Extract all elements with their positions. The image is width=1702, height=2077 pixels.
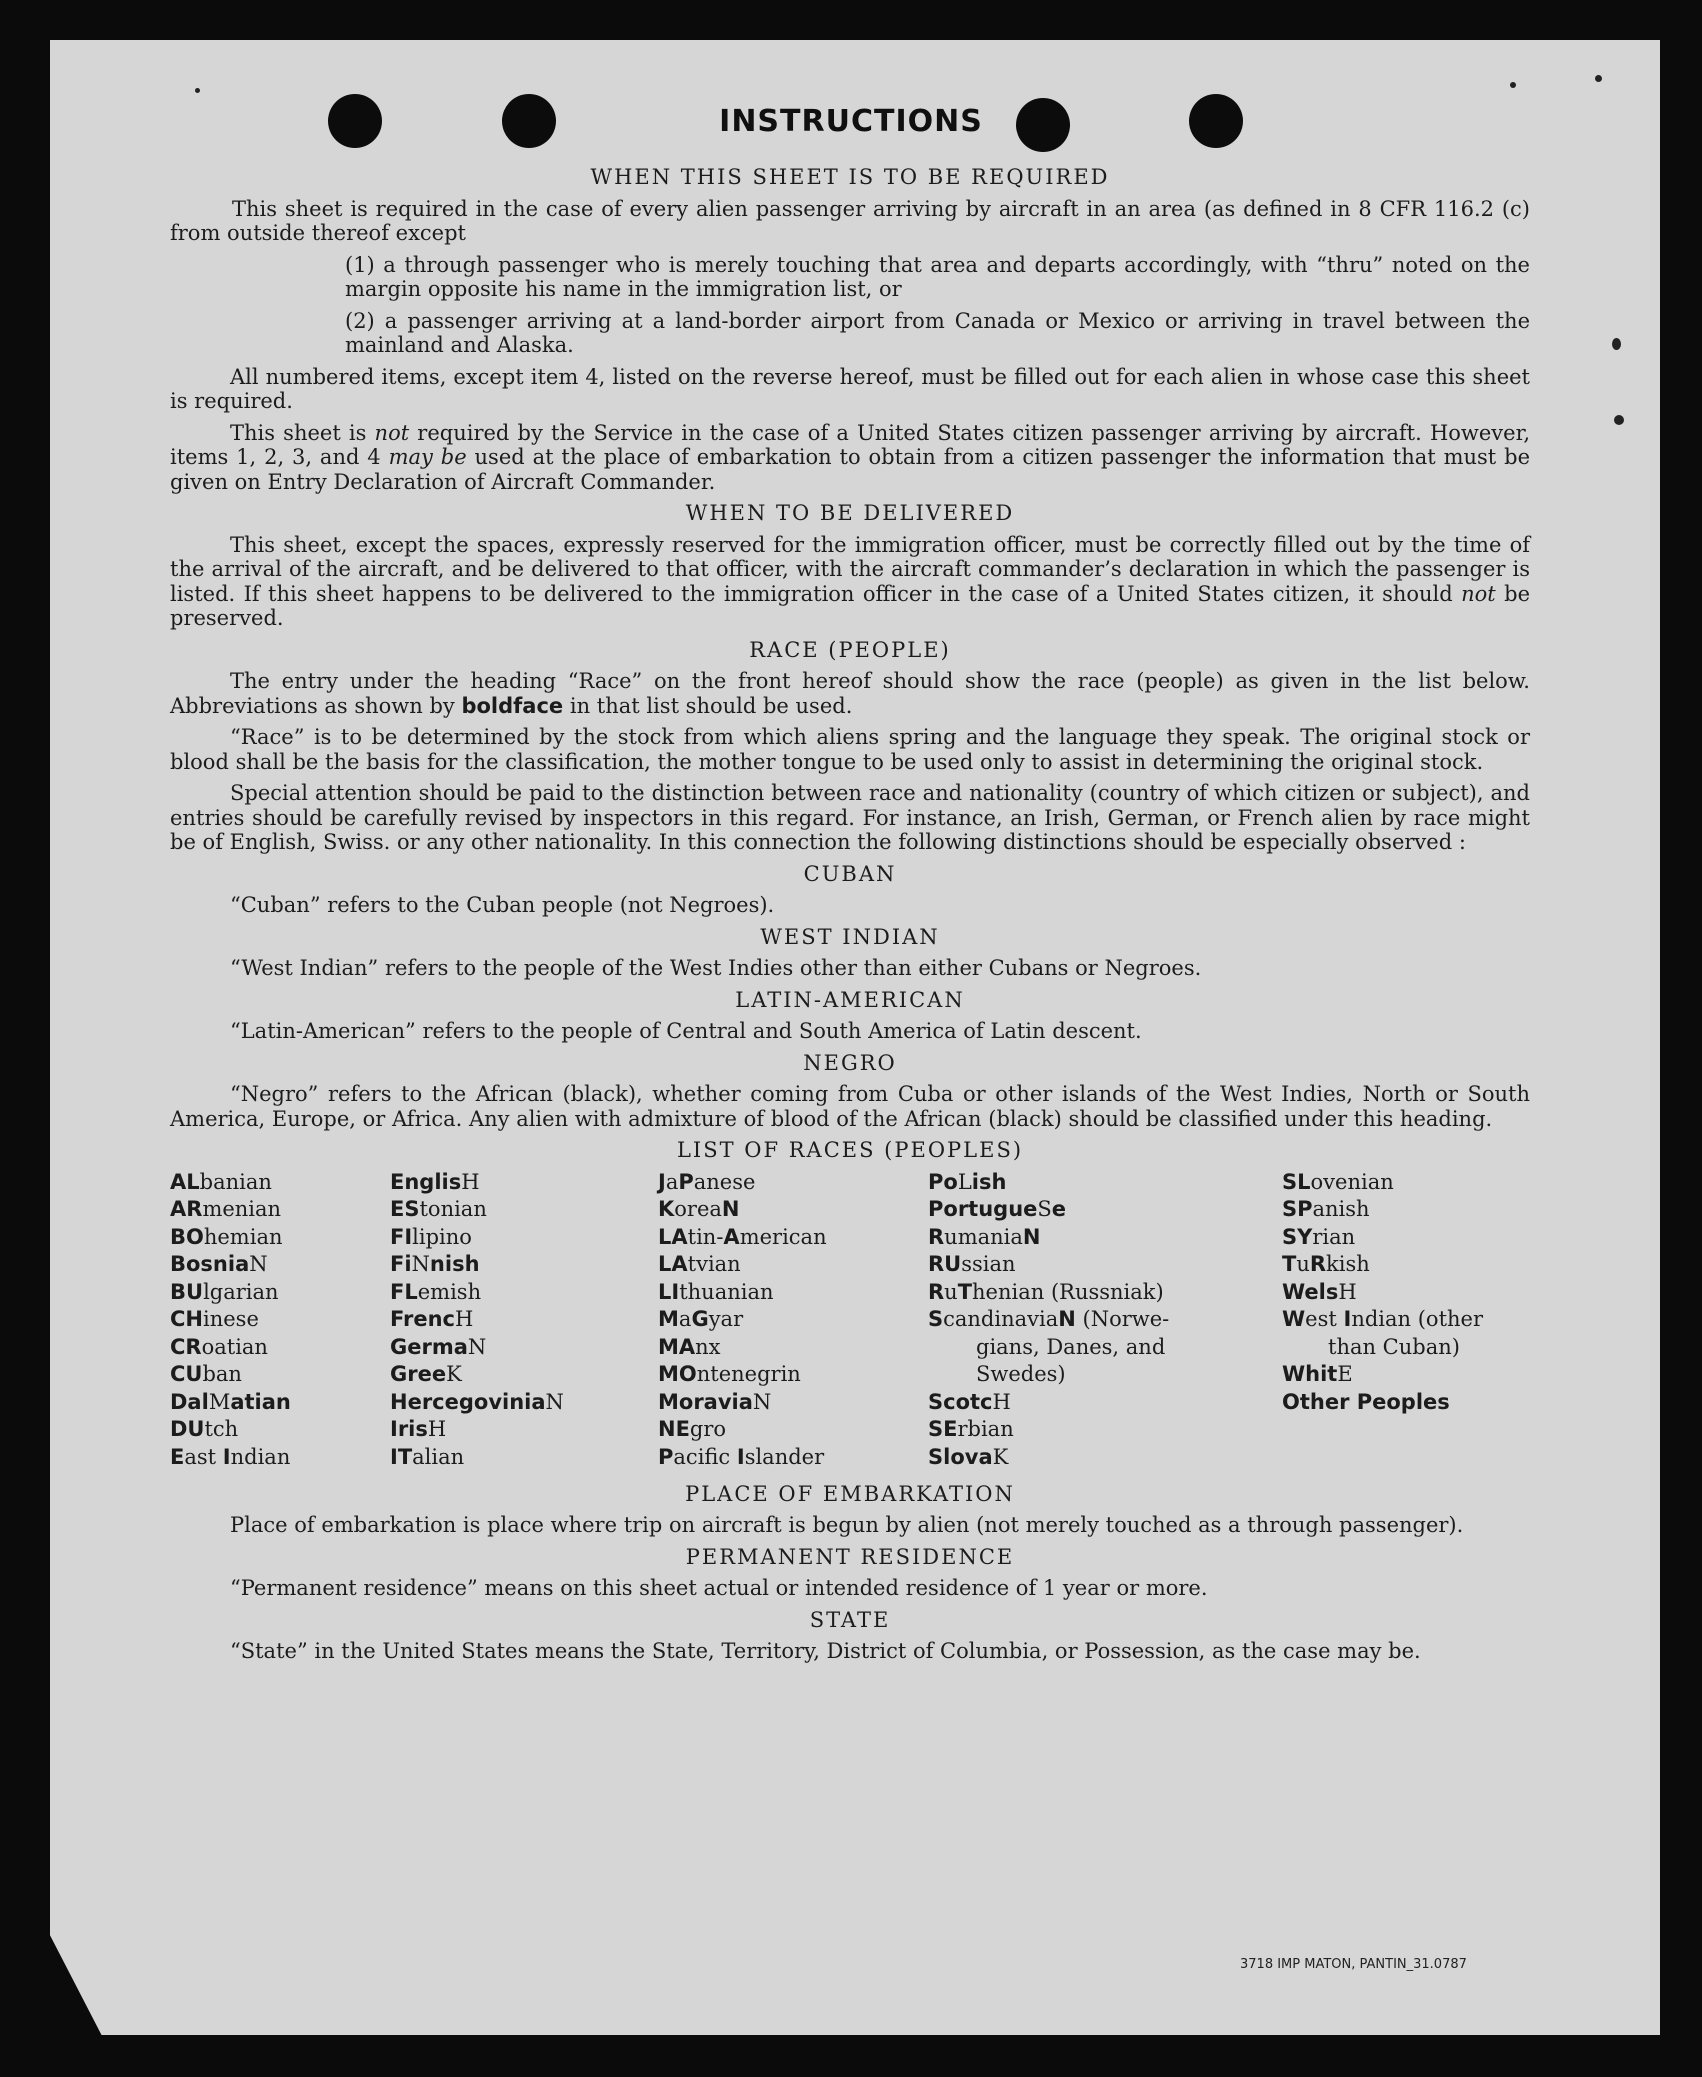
dust-speck	[1614, 415, 1624, 425]
race-entry: LIthuanian	[658, 1279, 774, 1304]
race-entry: Swedes)	[976, 1362, 1066, 1386]
race-entry: Other Peoples	[1282, 1389, 1450, 1414]
paragraph: The entry under the heading “Race” on the front hereof should show the race (people) as given in the list below. Abbreviations as shown by boldface in that list should be used.	[170, 669, 1530, 718]
paragraph: “State” in the United States means the State, Territory, District of Columbia, or Possession, as the case may be.	[230, 1639, 1421, 1663]
dust-speck	[1612, 338, 1621, 350]
race-entry: than Cuban)	[1328, 1334, 1460, 1359]
dust-speck	[195, 88, 200, 93]
race-entry: SPanish	[1282, 1197, 1370, 1221]
race-entry: JaPanese	[658, 1169, 756, 1194]
race-column	[170, 1170, 291, 1473]
race-entry: SErbian	[928, 1417, 1014, 1441]
race-entry: CHinese	[170, 1307, 259, 1331]
paragraph: This sheet, except the spaces, expressly reserved for the immigration officer, must be correctly filled out by the time of the arrival of the aircraft, and be delivered to that officer, with the aircraft commander’s declaration in which the passenger is listed. If this sheet happens to be delivered to the immigration officer in the case of a United States citizen, it should not be preserved.	[170, 532, 1531, 630]
race-entry: PortugueSe	[928, 1197, 1067, 1221]
race-column	[1282, 1170, 1483, 1418]
race-entry: FiNnish	[390, 1252, 480, 1276]
race-entry: GreeK	[390, 1362, 462, 1386]
race-entry: gians, Danes, and	[976, 1334, 1166, 1359]
race-entry: West Indian (other	[1282, 1307, 1483, 1331]
race-entry: IrisH	[390, 1417, 447, 1441]
race-entry: MOntenegrin	[658, 1362, 801, 1386]
race-entry: BOhemian	[170, 1224, 283, 1249]
race-entry: ITalian	[390, 1444, 465, 1469]
section-heading: PLACE OF EMBARKATION	[685, 1481, 1015, 1506]
section-heading: CUBAN	[803, 861, 897, 886]
race-column	[390, 1170, 564, 1473]
race-list	[170, 1170, 1530, 1475]
page-title: INSTRUCTIONS	[719, 104, 983, 139]
paragraph: “Race” is to be determined by the stock from which aliens spring and the language they speak. The original stock or blood shall be the basis for the classification, the mother tongue to be used only to assist in determining the original stock.	[170, 725, 1530, 774]
paragraph: This sheet is not required by the Service in the case of a United States citizen passenger arriving by aircraft. However, items 1, 2, 3, and 4 may be used at the place of embarkation to obtain from a citizen passenger the information that must be given on Entry Declaration of Aircraft Commander.	[170, 420, 1530, 494]
dust-speck	[1595, 75, 1602, 82]
race-entry: MoraviaN	[658, 1389, 772, 1414]
race-entry: SLovenian	[1282, 1169, 1394, 1194]
race-entry: WelsH	[1282, 1279, 1357, 1304]
paragraph: “Permanent residence” means on this sheet actual or intended residence of 1 year or more.	[230, 1576, 1208, 1600]
race-entry: DUtch	[170, 1417, 239, 1441]
paragraph: “West Indian” refers to the people of the West Indies other than either Cubans or Negroes.	[230, 956, 1202, 980]
race-entry: BosniaN	[170, 1252, 268, 1276]
race-entry: KoreaN	[658, 1197, 740, 1221]
section-heading: LIST OF RACES (PEOPLES)	[676, 1138, 1024, 1162]
race-entry: SYrian	[1282, 1224, 1356, 1249]
race-entry: FLemish	[390, 1279, 482, 1304]
race-entry: FIlipino	[390, 1224, 472, 1249]
race-entry: LAtin-American	[658, 1224, 827, 1249]
race-entry: WhitE	[1282, 1362, 1353, 1386]
document-body	[170, 158, 1530, 1671]
section-heading: WHEN THIS SHEET IS TO BE REQUIRED	[590, 165, 1110, 189]
paragraph: “Negro” refers to the African (black), whether coming from Cuba or other islands of the West Indies, North or South America, Europe, or Africa. Any alien with admixture of blood of the African (black) should be classified under this heading.	[170, 1082, 1530, 1131]
race-entry: LAtvian	[658, 1252, 741, 1276]
race-entry: RuThenian (Russniak)	[928, 1279, 1164, 1304]
race-entry: EStonian	[390, 1197, 487, 1221]
race-entry: MAnx	[658, 1334, 721, 1359]
section-heading: PERMANENT RESIDENCE	[685, 1544, 1015, 1569]
section-heading: NEGRO	[803, 1050, 897, 1075]
race-entry: MaGyar	[658, 1307, 744, 1331]
race-entry: ALbanian	[170, 1169, 272, 1194]
list-item: (2) a passenger arriving at a land-border airport from Canada or Mexico or arriving in travel between the mainland and Alaska.	[345, 308, 1530, 357]
paragraph: This sheet is required in the case of every alien passenger arriving by aircraft in an area (as defined in 8 CFR 116.2 (c) from outside thereof except	[170, 196, 1530, 245]
paragraph: All numbered items, except item 4, listed on the reverse hereof, must be filled out for each alien in whose case this sheet is required.	[170, 364, 1530, 413]
race-entry: East Indian	[170, 1444, 291, 1469]
race-column	[658, 1170, 827, 1473]
race-entry: EnglisH	[390, 1169, 480, 1194]
race-entry: PoLish	[928, 1169, 1007, 1194]
race-entry: FrencH	[390, 1307, 474, 1331]
race-entry: RUssian	[928, 1252, 1016, 1276]
race-entry: ScotcH	[928, 1389, 1011, 1414]
section-heading: WHEN TO BE DELIVERED	[685, 501, 1015, 525]
race-entry: GermaN	[390, 1334, 487, 1359]
section-heading: WEST INDIAN	[760, 924, 940, 949]
paragraph: Special attention should be paid to the distinction between race and nationality (country of which citizen or subject), and entries should be carefully revised by inspectors in this regard. For instance, an Irish, German, or French alien by race might be of English, Swiss. or any other nationality. In this connection the following distinctions should be especially observed :	[170, 781, 1530, 854]
section-heading: LATIN-AMERICAN	[735, 987, 965, 1012]
race-entry: SlovaK	[928, 1444, 1009, 1469]
paragraph: Place of embarkation is place where trip on aircraft is begun by alien (not merely touched as a through passenger).	[230, 1513, 1464, 1537]
race-entry: CUban	[170, 1362, 242, 1386]
race-entry: CRoatian	[170, 1334, 268, 1359]
race-entry: RumaniaN	[928, 1224, 1041, 1249]
dust-speck	[1510, 82, 1516, 88]
paragraph: “Cuban” refers to the Cuban people (not Negroes).	[230, 893, 775, 917]
list-item: (1) a through passenger who is merely touching that area and departs accordingly, with “thru” noted on the margin opposite his name in the immigration list, or	[345, 252, 1530, 301]
race-entry: ScandinaviaN (Norwe-	[928, 1307, 1170, 1331]
race-entry: HercegoviniaN	[390, 1389, 564, 1414]
paragraph: “Latin-American” refers to the people of Central and South America of Latin descent.	[230, 1019, 1142, 1043]
race-entry: TuRkish	[1282, 1252, 1370, 1276]
race-entry: NEgro	[658, 1417, 727, 1441]
race-entry: Pacific Islander	[658, 1444, 825, 1469]
section-heading: STATE	[809, 1607, 891, 1632]
race-column	[928, 1170, 1169, 1473]
footer-imprint: 3718 IMP MATON, PANTIN_31.0787	[1240, 1957, 1467, 1972]
race-entry: ARmenian	[170, 1197, 282, 1221]
section-heading: RACE (PEOPLE)	[749, 637, 951, 662]
race-entry: BUlgarian	[170, 1279, 279, 1304]
race-entry: DalMatian	[170, 1389, 291, 1414]
